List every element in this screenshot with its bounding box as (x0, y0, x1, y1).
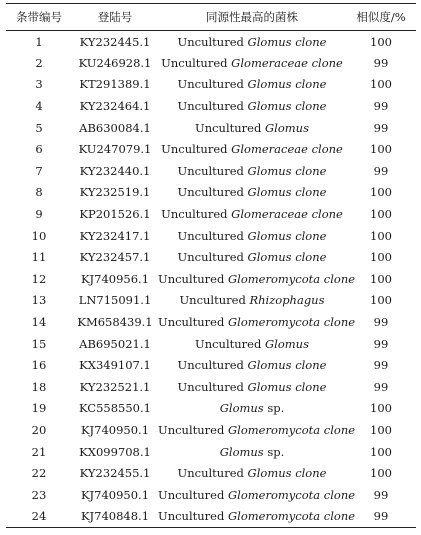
accession-cell: KJ740950.1 (80, 487, 150, 502)
band-number-cell: 19 (31, 401, 47, 416)
strain-similarity-table (6, 3, 416, 528)
band-number-cell: 3 (35, 77, 43, 92)
strain-taxon: Glomeromycota clone (227, 487, 356, 502)
strain-taxon: Glomus (219, 444, 264, 459)
table-row (6, 268, 416, 290)
strain-cell (158, 398, 346, 420)
header-row (6, 4, 416, 31)
strain-prefix: Uncultured (177, 358, 248, 373)
strain-cell (158, 268, 356, 290)
strain-taxon: Glomeraceae clone (231, 207, 343, 222)
strain-cell (158, 462, 346, 484)
strain-prefix: Uncultured (177, 99, 248, 114)
table-row (6, 506, 416, 528)
band-number-cell: 23 (31, 487, 47, 502)
accession-cell: KX349107.1 (79, 358, 151, 373)
similarity-cell: 99 (373, 315, 389, 330)
strain-taxon: Glomus clone (247, 34, 327, 49)
accession-cell: KU246928.1 (78, 55, 152, 70)
strain-taxon: Glomus clone (247, 379, 327, 394)
strain-suffix: sp. (263, 401, 285, 416)
similarity-cell: 99 (373, 487, 389, 502)
band-number-cell: 4 (35, 99, 43, 114)
strain-prefix: Uncultured (158, 315, 228, 330)
strain-prefix: Uncultured (158, 487, 228, 502)
band-number-cell: 22 (31, 466, 47, 481)
strain-taxon: Glomeromycota clone (227, 422, 356, 437)
strain-prefix: Uncultured (161, 142, 232, 157)
table-row (6, 74, 416, 96)
band-number-cell: 10 (31, 228, 47, 243)
band-number-cell: 14 (31, 315, 47, 330)
table-row (6, 95, 416, 117)
band-number-cell: 18 (31, 379, 47, 394)
similarity-cell: 100 (370, 34, 392, 49)
band-number-cell: 2 (35, 55, 43, 70)
table-row (6, 462, 416, 484)
strain-taxon: Glomus (219, 401, 264, 416)
strain-cell (158, 354, 346, 376)
similarity-cell: 99 (373, 163, 389, 178)
strain-taxon: Glomus clone (247, 163, 327, 178)
similarity-cell: 100 (370, 77, 392, 92)
accession-cell: AB695021.1 (79, 336, 151, 351)
similarity-cell: 99 (373, 358, 389, 373)
similarity-cell: 100 (370, 207, 392, 222)
band-number-cell: 11 (31, 250, 47, 265)
similarity-cell: 99 (373, 55, 389, 70)
band-number-cell: 21 (31, 444, 47, 459)
accession-cell: KJ740950.1 (80, 422, 150, 437)
table-row (6, 333, 416, 355)
strain-cell (158, 160, 346, 182)
strain-taxon: Glomus clone (247, 77, 327, 92)
accession-cell: KX099708.1 (79, 444, 151, 459)
header-accession-number: 登陆号 (72, 4, 158, 31)
accession-cell: KJ740956.1 (80, 271, 150, 286)
accession-cell: KM658439.1 (77, 315, 153, 330)
similarity-cell: 99 (373, 120, 389, 135)
accession-cell: KY232457.1 (79, 250, 151, 265)
strain-taxon: Glomeromycota clone (227, 315, 356, 330)
strain-cell (158, 225, 346, 247)
strain-prefix: Uncultured (177, 228, 248, 243)
table-row (6, 354, 416, 376)
strain-taxon: Glomus (264, 336, 309, 351)
strain-cell (158, 419, 356, 441)
accession-cell: KY232440.1 (79, 163, 151, 178)
strain-cell (158, 203, 346, 225)
strain-prefix: Uncultured (158, 509, 228, 524)
strain-cell (158, 52, 346, 74)
strain-cell (158, 376, 346, 398)
strain-taxon: Glomeraceae clone (231, 55, 343, 70)
band-number-cell: 8 (35, 185, 43, 200)
strain-suffix: sp. (263, 444, 285, 459)
table-row (6, 182, 416, 204)
similarity-cell: 99 (346, 506, 416, 528)
strain-prefix: Uncultured (195, 336, 265, 351)
accession-cell: KY232445.1 (79, 34, 151, 49)
strain-prefix: Uncultured (177, 379, 248, 394)
strain-cell (158, 74, 346, 96)
band-number-cell: 16 (31, 358, 47, 373)
strain-cell (158, 290, 346, 312)
similarity-cell: 100 (370, 142, 392, 157)
strain-prefix: Uncultured (179, 293, 250, 308)
strain-prefix: Uncultured (195, 120, 265, 135)
similarity-cell: 99 (373, 379, 389, 394)
similarity-cell: 99 (373, 99, 389, 114)
strain-cell (158, 333, 346, 355)
accession-cell: KY232417.1 (79, 228, 151, 243)
strain-cell (158, 95, 346, 117)
strain-cell (158, 506, 356, 528)
similarity-cell: 100 (370, 401, 392, 416)
header-band-number: 条带编号 (6, 4, 72, 31)
strain-taxon: Glomus clone (247, 358, 327, 373)
strain-prefix: Uncultured (158, 271, 228, 286)
band-number-cell: 6 (35, 142, 43, 157)
strain-taxon: Glomeraceae clone (231, 142, 343, 157)
strain-taxon: Glomus clone (247, 228, 327, 243)
band-number-cell: 1 (35, 34, 43, 49)
similarity-cell: 100 (370, 293, 392, 308)
strain-cell (158, 182, 346, 204)
strain-cell (158, 484, 356, 506)
band-number-cell: 13 (31, 293, 47, 308)
strain-taxon: Glomeromycota clone (227, 271, 356, 286)
strain-prefix: Uncultured (177, 466, 248, 481)
strain-cell (158, 138, 346, 160)
strain-prefix: Uncultured (177, 34, 248, 49)
table-body (6, 31, 416, 528)
strain-taxon: Glomus clone (247, 466, 327, 481)
table-header (6, 4, 416, 31)
table-row (6, 203, 416, 225)
accession-cell: KY232521.1 (79, 379, 151, 394)
similarity-cell: 100 (370, 185, 392, 200)
accession-cell: LN715091.1 (78, 293, 152, 308)
strain-taxon: Glomus clone (247, 99, 327, 114)
strain-cell (158, 441, 346, 463)
similarity-cell: 100 (370, 250, 392, 265)
strain-prefix: Uncultured (161, 55, 232, 70)
accession-cell: KY232455.1 (79, 466, 151, 481)
strain-prefix: Uncultured (177, 77, 248, 92)
table-row (6, 398, 416, 420)
strain-prefix: Uncultured (177, 163, 248, 178)
accession-cell: AB630084.1 (79, 120, 151, 135)
strain-taxon: Glomus clone (247, 250, 327, 265)
table-row (6, 117, 416, 139)
strain-prefix: Uncultured (177, 250, 248, 265)
accession-cell: KC558550.1 (79, 401, 151, 416)
strain-taxon: Glomus clone (247, 185, 327, 200)
table-row (6, 290, 416, 312)
band-number-cell: 24 (6, 506, 72, 528)
strain-taxon: Glomus (264, 120, 309, 135)
results-table-container (6, 3, 416, 528)
table-row (6, 160, 416, 182)
table-row (6, 484, 416, 506)
band-number-cell: 9 (35, 207, 43, 222)
table-row (6, 138, 416, 160)
band-number-cell: 5 (35, 120, 43, 135)
band-number-cell: 7 (35, 163, 43, 178)
table-row (6, 441, 416, 463)
accession-cell: KT291389.1 (79, 77, 151, 92)
table-row (6, 311, 416, 333)
similarity-cell: 100 (370, 444, 392, 459)
strain-prefix: Uncultured (177, 185, 248, 200)
similarity-cell: 100 (370, 466, 392, 481)
accession-cell: KU247079.1 (78, 142, 152, 157)
band-number-cell: 15 (31, 336, 47, 351)
strain-prefix: Uncultured (158, 422, 228, 437)
similarity-cell: 99 (373, 336, 389, 351)
strain-cell (158, 311, 356, 333)
similarity-cell: 100 (370, 271, 392, 286)
similarity-cell: 100 (370, 228, 392, 243)
accession-cell: KY232519.1 (79, 185, 151, 200)
table-row (6, 31, 416, 53)
accession-cell: KP201526.1 (79, 207, 151, 222)
strain-prefix: Uncultured (161, 207, 232, 222)
strain-cell (158, 31, 346, 53)
strain-taxon: Rhizophagus (249, 293, 325, 308)
strain-taxon: Glomeromycota clone (227, 509, 356, 524)
table-row (6, 246, 416, 268)
table-row (6, 419, 416, 441)
band-number-cell: 12 (31, 271, 47, 286)
band-number-cell: 20 (31, 422, 47, 437)
header-similarity: 相似度/% (346, 4, 416, 31)
accession-cell: KY232464.1 (79, 99, 151, 114)
table-row (6, 52, 416, 74)
header-closest-strain: 同源性最高的菌株 (158, 4, 346, 31)
table-row (6, 225, 416, 247)
strain-cell (158, 117, 346, 139)
table-row (6, 376, 416, 398)
strain-cell (158, 246, 346, 268)
accession-cell: KJ740848.1 (72, 506, 158, 528)
similarity-cell: 100 (370, 422, 392, 437)
